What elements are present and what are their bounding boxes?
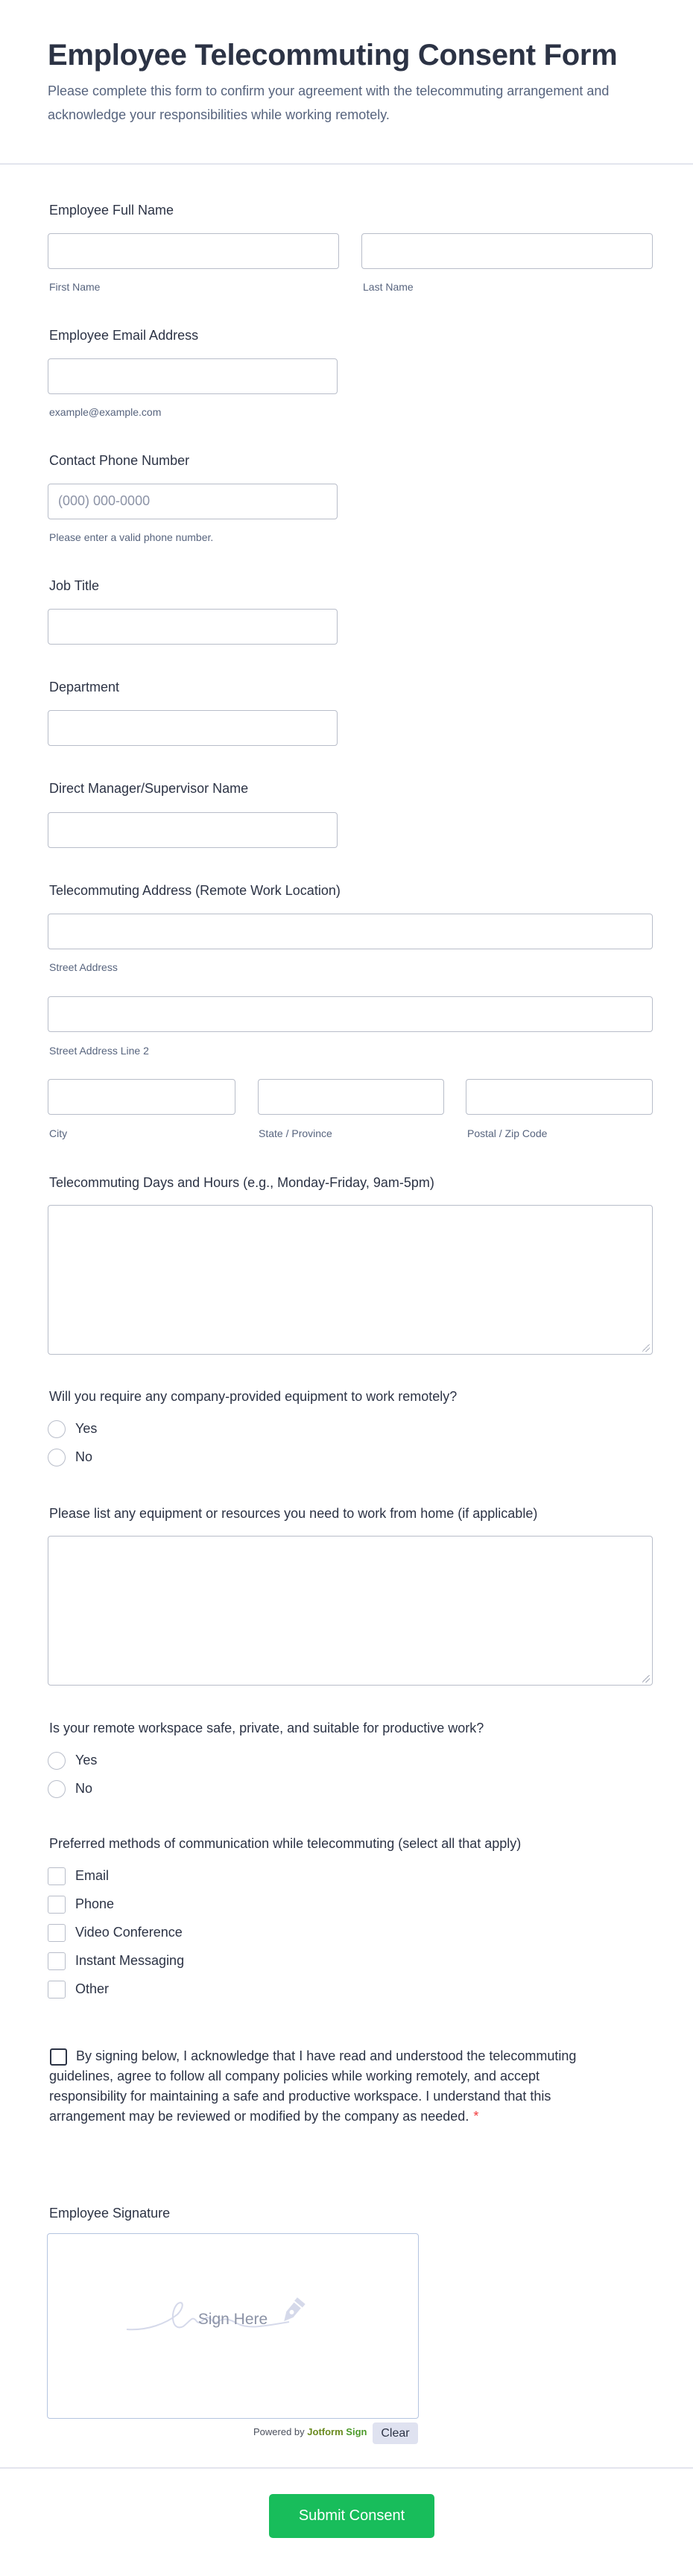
address-label: Telecommuting Address (Remote Work Location): [49, 883, 341, 898]
communication-label: Preferred methods of communication while telecommuting (select all that apply): [49, 1836, 522, 1851]
clear-signature-button[interactable]: Clear: [373, 2422, 418, 2444]
header-divider: [0, 163, 693, 165]
first-name-sublabel: First Name: [49, 281, 101, 293]
footer-divider: [0, 2467, 693, 2469]
equipment-list-label: Please list any equipment or resources you need to work from home (if applicable): [49, 1506, 538, 1521]
equipment-yes-label[interactable]: Yes: [75, 1421, 98, 1436]
powered-by: [253, 2426, 367, 2437]
email-sublabel: example@example.com: [49, 406, 162, 418]
signature-pad[interactable]: [47, 2233, 419, 2419]
equipment-yes-radio[interactable]: [48, 1420, 66, 1438]
department-label: Department: [49, 680, 120, 694]
full-name-label: Employee Full Name: [49, 203, 174, 218]
required-asterisk: *: [473, 2109, 479, 2124]
department-input[interactable]: [48, 710, 338, 746]
communication-phone-checkbox[interactable]: [48, 1896, 66, 1914]
last-name-input[interactable]: [361, 233, 653, 269]
phone-label: Contact Phone Number: [49, 453, 190, 468]
workspace-yes-radio[interactable]: [48, 1752, 66, 1770]
signature-label: Employee Signature: [49, 2206, 171, 2221]
last-name-sublabel: Last Name: [363, 281, 414, 293]
consent-text-body: By signing below, I acknowledge that I have read and understood the telecommuting guidelines, agree to follow all company policies while working remotely, and accept responsibility for maintaining a safe and productive workspace. I understand that this arrangement may be reviewed or modified by the company as needed.: [49, 2048, 577, 2124]
state-sublabel: State / Province: [259, 1127, 332, 1139]
consent-text[interactable]: [49, 2046, 601, 2127]
workspace-yes-label[interactable]: Yes: [75, 1753, 98, 1768]
phone-placeholder: (000) 000-0000: [58, 493, 151, 508]
communication-im-label[interactable]: Instant Messaging: [75, 1953, 185, 1968]
city-input[interactable]: [48, 1079, 235, 1115]
manager-label: Direct Manager/Supervisor Name: [49, 781, 249, 796]
street-address-input[interactable]: [48, 914, 653, 949]
page-title: Employee Telecommuting Consent Form: [48, 39, 618, 72]
communication-email-checkbox[interactable]: [48, 1867, 66, 1885]
communication-other-label[interactable]: Other: [75, 1981, 110, 1996]
phone-input[interactable]: [48, 484, 338, 519]
submit-button[interactable]: Submit Consent: [269, 2494, 434, 2538]
resize-handle-icon[interactable]: [642, 1675, 650, 1683]
first-name-input[interactable]: [48, 233, 339, 269]
sign-brand: Sign: [346, 2426, 367, 2437]
equipment-list-textarea[interactable]: [48, 1536, 653, 1686]
resize-handle-icon[interactable]: [642, 1344, 650, 1352]
communication-email-label[interactable]: Email: [75, 1868, 110, 1883]
workspace-safe-label: Is your remote workspace safe, private, and suitable for productive work?: [49, 1721, 484, 1735]
equipment-no-radio[interactable]: [48, 1449, 66, 1466]
job-title-label: Job Title: [49, 578, 100, 593]
sign-here-placeholder: Sign Here: [197, 2311, 268, 2328]
zip-sublabel: Postal / Zip Code: [467, 1127, 548, 1139]
workspace-no-label[interactable]: No: [75, 1781, 93, 1796]
equipment-no-label[interactable]: No: [75, 1449, 93, 1464]
page-subtitle: Please complete this form to confirm your agreement with the telecommuting arrangement and acknowledge your responsibilities while working remotely.: [48, 83, 610, 122]
workspace-no-radio[interactable]: [48, 1780, 66, 1798]
street-address-sublabel: Street Address: [49, 961, 118, 973]
city-sublabel: City: [49, 1127, 68, 1139]
street-address-line2-sublabel: Street Address Line 2: [49, 1045, 149, 1057]
schedule-textarea[interactable]: [48, 1205, 653, 1355]
manager-input[interactable]: [48, 812, 338, 848]
jotform-brand: Jotform: [307, 2426, 344, 2437]
street-address-line2-input[interactable]: [48, 996, 653, 1032]
powered-by-text: Powered by: [253, 2426, 305, 2437]
schedule-label: Telecommuting Days and Hours (e.g., Monday-Friday, 9am-5pm): [49, 1175, 434, 1190]
communication-other-checkbox[interactable]: [48, 1981, 66, 1999]
email-input[interactable]: [48, 358, 338, 394]
equipment-required-label: Will you require any company-provided equipment to work remotely?: [49, 1389, 458, 1404]
phone-sublabel: Please enter a valid phone number.: [49, 531, 214, 543]
email-label: Employee Email Address: [49, 328, 199, 343]
communication-im-checkbox[interactable]: [48, 1952, 66, 1970]
job-title-input[interactable]: [48, 609, 338, 645]
state-input[interactable]: [258, 1079, 444, 1115]
zip-input[interactable]: [466, 1079, 653, 1115]
communication-video-checkbox[interactable]: [48, 1924, 66, 1942]
communication-phone-label[interactable]: Phone: [75, 1896, 115, 1911]
communication-video-label[interactable]: Video Conference: [75, 1925, 183, 1940]
